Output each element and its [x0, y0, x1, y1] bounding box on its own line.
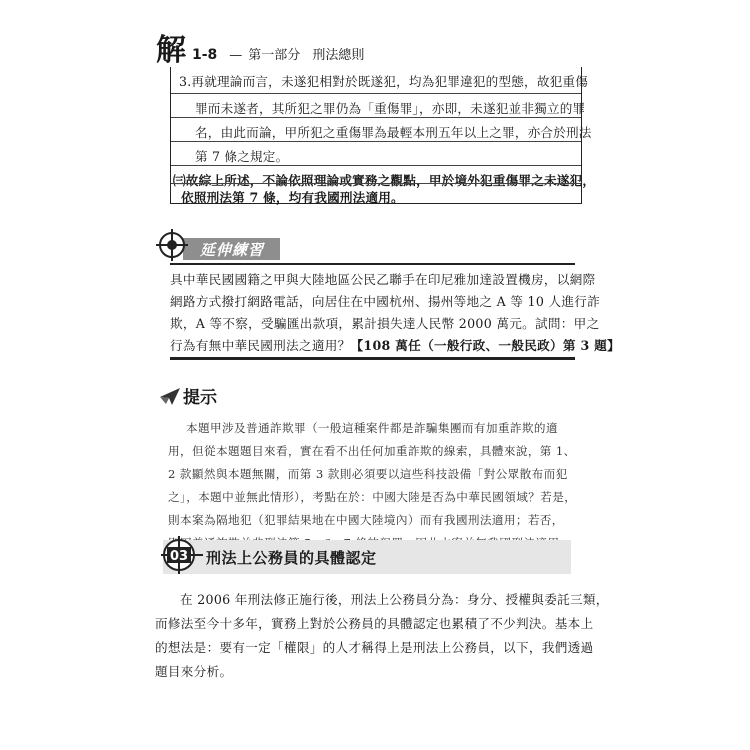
body-line: 在 2006 年刑法修正施行後，刑法上公務員分為：身分、授權與委託三類，: [180, 592, 609, 607]
hint-line: 2 款顯然與本題無關，而第 3 款則必須要以這些科技設備「對公眾散布而犯: [168, 467, 568, 481]
hint-line: 本題甲涉及普通詐欺罪（一般這種案件都是詐騙集團而有加重詐欺的適: [186, 421, 558, 435]
chapter-title: 刑法總則: [312, 48, 365, 63]
question-line: 行為有無中華民國刑法之適用？: [170, 338, 351, 353]
hint-title: 提示: [183, 388, 217, 408]
answer-line: 名，由此而論，甲所犯之重傷罪為最輕本刑五年以上之罪，亦合於刑法: [171, 117, 581, 141]
header-big-char: 解: [156, 33, 186, 68]
answer-line: 第 7 條之規定。: [171, 141, 581, 165]
page-code: 1-8: [192, 47, 218, 63]
answer-line: 罪而未遂者，其所犯之罪仍為「重傷罪」，亦即，未遂犯並非獨立的罪: [171, 93, 581, 117]
section-number: 03: [169, 549, 189, 564]
section-number-icon: [157, 533, 205, 581]
body-line: 的想法是：要有一定「權限」的人才稱得上是刑法上公務員，以下，我們透過: [155, 640, 594, 655]
hint-line: 用，但從本題題目來看，實在看不出任何加重詐欺的線索，具體來說，第 1、: [168, 444, 576, 458]
question-last-line: [170, 335, 621, 354]
conclusion-line: ㈢故綜上所述，不論依照理論或實務之觀點，甲於境外犯重傷罪之未遂犯，: [171, 165, 581, 189]
body-line: 題目來分析。: [155, 664, 233, 679]
question-line: 欺，A 等不察，受騙匯出款項，累計損失達人民幣 2000 萬元。試問：甲之: [170, 316, 600, 331]
question-box: [170, 263, 621, 360]
hint-line: 則本案為隔地犯（犯罪結果地在中國大陸境內）而有我國刑法適用；若否，: [168, 513, 564, 527]
body-line: 而修法至今十多年，實務上對於公務員的具體認定也累積了不少判決。基本上: [155, 616, 594, 631]
crosshair-icon: [156, 228, 192, 264]
header-dash: —: [229, 48, 243, 63]
section-title: 刑法上公務員的具體認定: [206, 549, 377, 567]
exam-source-tag: 【108 萬任（一般行政、一般民政）第 3 題】: [350, 338, 621, 353]
question-line: 具中華民國國籍之甲與大陸地區公民乙聯手在印尼雅加達設置機房，以網際: [170, 272, 596, 287]
extension-title: 延伸練習: [200, 241, 265, 259]
hint-line: 之」，本題中並無此情形），考點在於：中國大陸是否為中華民國領域？若是，: [168, 490, 577, 504]
airplane-icon: [158, 385, 182, 407]
part-label: 第一部分: [248, 48, 301, 63]
conclusion-line: 依照刑法第 7 條，均有我國刑法適用。: [171, 183, 581, 206]
question-line: 網路方式撥打網路電話，向居住在中國杭州、揚州等地之 A 等 10 人進行詐: [170, 294, 601, 309]
answer-line: 3.再就理論而言，未遂犯相對於既遂犯，均為犯罪違犯的型態，故犯重傷: [179, 74, 589, 89]
page-header: [156, 30, 364, 66]
answer-box: [170, 67, 596, 205]
